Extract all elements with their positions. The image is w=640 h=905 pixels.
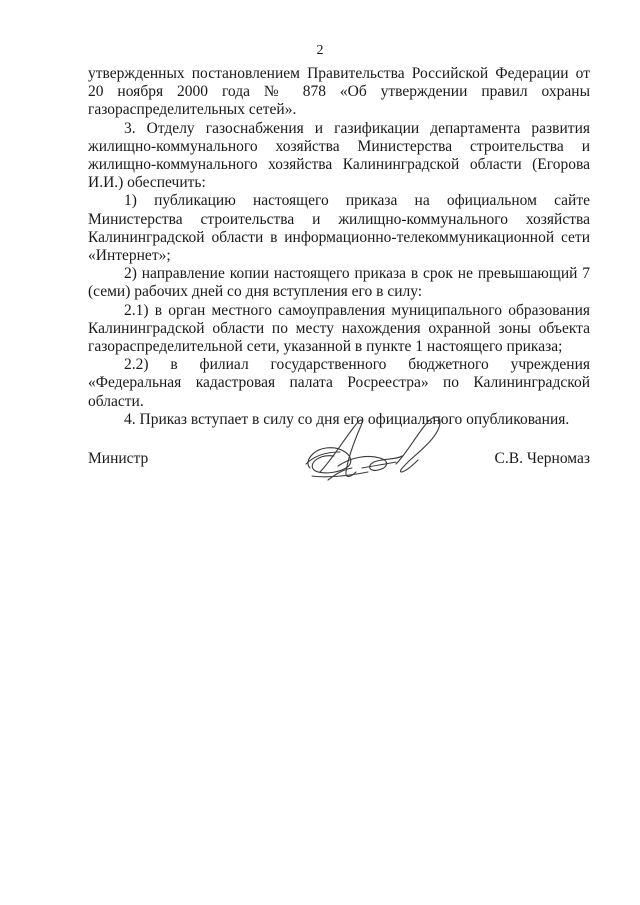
document-body: [88, 65, 590, 429]
signatory-name: С.В. Черномаз: [494, 450, 590, 467]
paragraph-item-2-1: 2.1) в орган местного самоуправления муниципального образования Калининградской области по месту нахождения охранной зоны объекта газораспределительной сети, указанной в пункте 1 настоящего приказа;: [88, 301, 590, 356]
signatory-title: Министр: [88, 450, 149, 467]
paragraph-continuation: утвержденных постановлением Правительства Российской Федерации от 20 ноября 2000 года № 878 «Об утверждении правил охраны газораспределительных сетей».: [88, 65, 590, 119]
page-number: 2: [316, 43, 324, 58]
paragraph-item-3-1: 1) публикацию настоящего приказа на официальном сайте Министерства строительства и жилищно-коммунального хозяйства Калининградской области в информационно-телекоммуникационной сети «Интернет»;: [88, 192, 590, 265]
handwritten-signature: [292, 406, 452, 498]
paragraph-item-2-2: 2.2) в филиал государственного бюджетного учреждения «Федеральная кадастровая палата Росреестра» по Калининградской области.: [88, 356, 590, 410]
paragraph-item-3-2: 2) направление копии настоящего приказа в срок не превышающий 7 (семи) рабочих дней со дня вступления его в силу:: [88, 265, 590, 301]
paragraph-item-4: 4. Приказ вступает в силу со дня его официального опубликования.: [124, 410, 570, 428]
paragraph-item-3: 3. Отделу газоснабжения и газификации департамента развития жилищно-коммунального хозяйства Министерства строительства и жилищно-коммунального хозяйства Калининградской области (Егорова И.И.) обеспечить:: [88, 119, 590, 192]
